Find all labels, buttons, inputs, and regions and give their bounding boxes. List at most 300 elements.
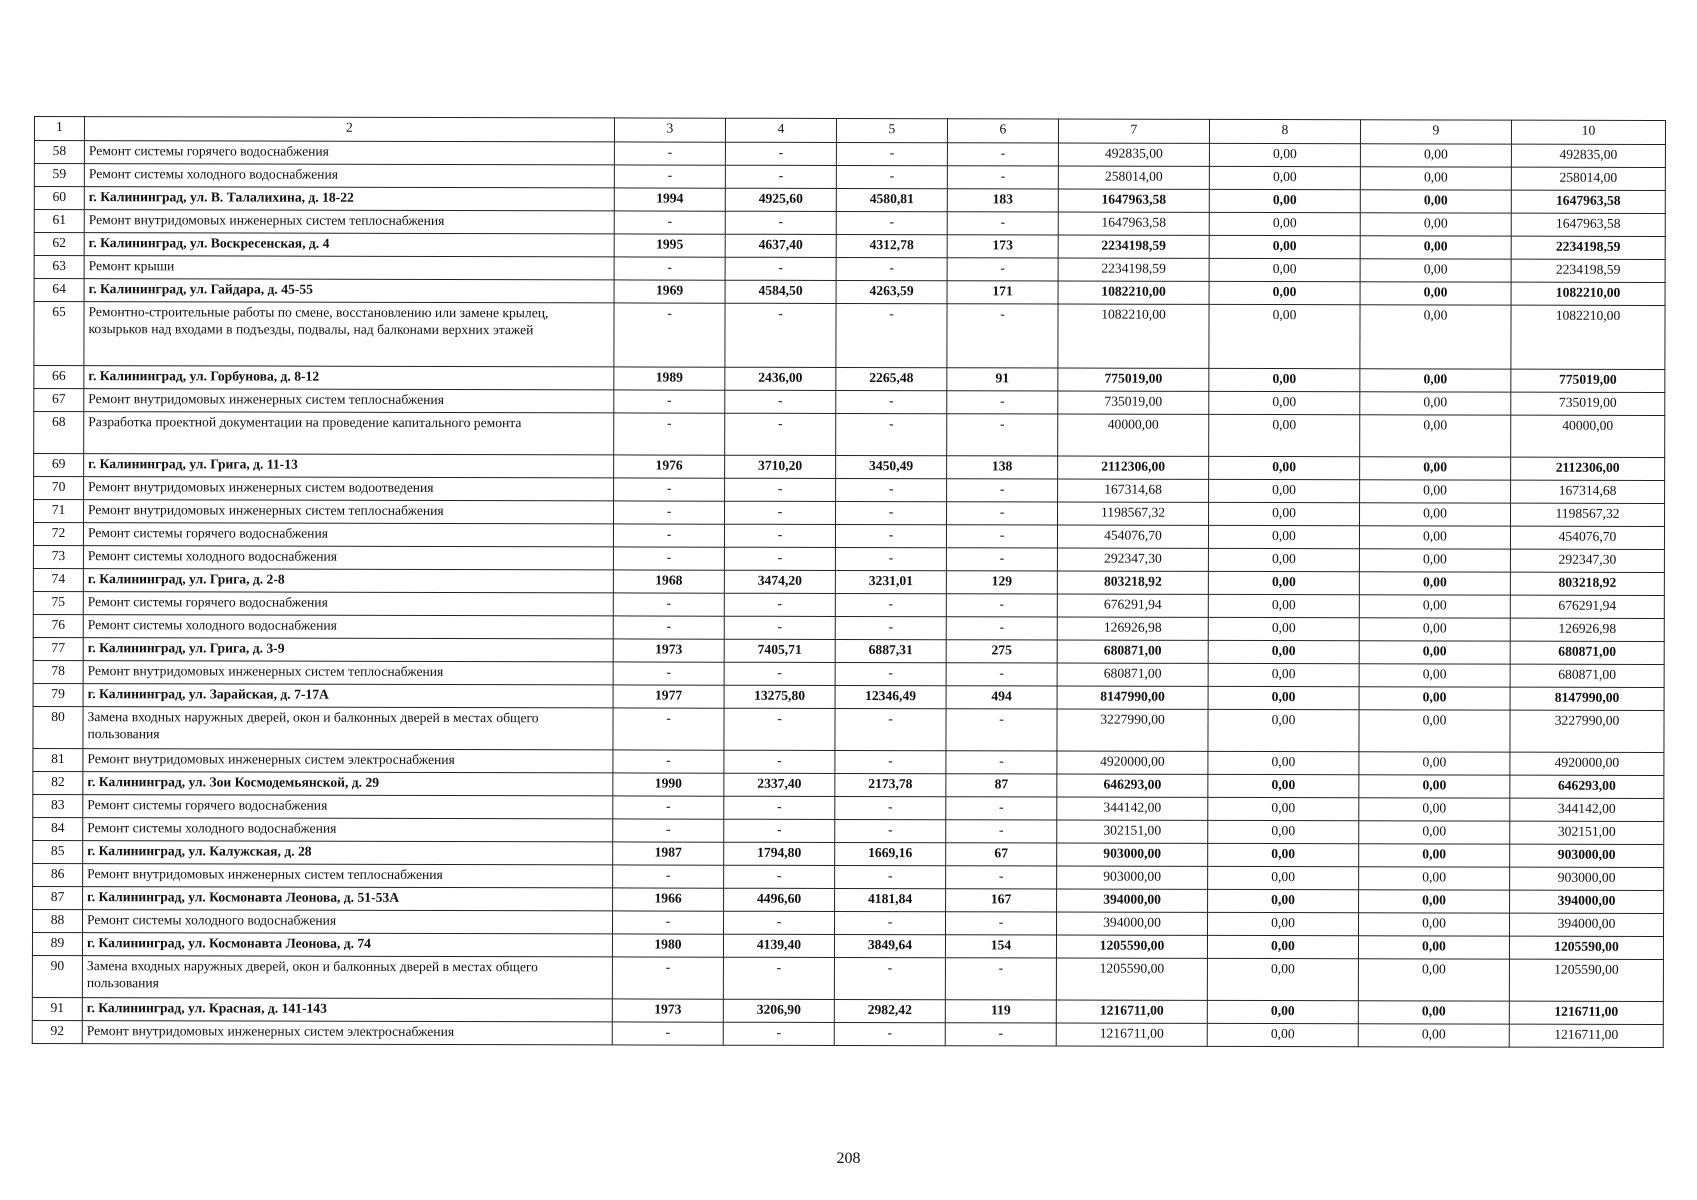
row-name-cell: г. Калининград, ул. Воскресенская, д. 4 xyxy=(84,233,614,257)
federal-funds-cell: 0,00 xyxy=(1208,866,1359,889)
build-year-cell: - xyxy=(614,501,725,524)
build-year-cell: - xyxy=(614,413,725,455)
federal-funds-cell: 0,00 xyxy=(1209,143,1360,166)
row-name-cell: Ремонт системы горячего водоснабжения xyxy=(83,795,613,819)
total-area-cell: - xyxy=(724,911,835,934)
regional-funds-cell: 0,00 xyxy=(1360,213,1511,236)
regional-funds-cell: 0,00 xyxy=(1360,282,1511,305)
owner-funds-cell: 8147990,00 xyxy=(1510,687,1664,710)
owner-funds-cell: 344142,00 xyxy=(1510,798,1664,821)
owner-funds-cell: 454076,70 xyxy=(1510,526,1664,549)
living-area-cell: - xyxy=(835,524,946,547)
regional-funds-cell: 0,00 xyxy=(1359,821,1510,844)
living-area-cell: 3231,01 xyxy=(835,570,946,593)
total-cost-cell: 344142,00 xyxy=(1057,797,1208,820)
living-area-cell: - xyxy=(835,547,946,570)
federal-funds-cell: 0,00 xyxy=(1209,414,1360,456)
residents-cell: - xyxy=(946,525,1057,548)
federal-funds-cell: 0,00 xyxy=(1209,456,1360,479)
row-number-cell: 60 xyxy=(34,187,84,210)
total-cost-cell: 2234198,59 xyxy=(1058,235,1209,258)
regional-funds-cell: 0,00 xyxy=(1360,415,1511,457)
total-area-cell: - xyxy=(725,501,836,524)
federal-funds-cell: 0,00 xyxy=(1209,189,1360,212)
federal-funds-cell: 0,00 xyxy=(1208,751,1359,774)
living-area-cell: - xyxy=(836,142,947,165)
build-year-cell: - xyxy=(614,478,725,501)
col-header-3: 3 xyxy=(614,118,725,142)
residents-cell: 183 xyxy=(947,189,1058,212)
row-number-cell: 70 xyxy=(34,477,84,500)
residents-cell: 67 xyxy=(946,843,1057,866)
residents-cell: - xyxy=(947,502,1058,525)
total-cost-cell: 3227990,00 xyxy=(1057,709,1208,751)
federal-funds-cell: 0,00 xyxy=(1209,212,1360,235)
build-year-cell: - xyxy=(614,390,725,413)
build-year-cell: - xyxy=(612,957,723,999)
total-cost-cell: 1216711,00 xyxy=(1056,1000,1207,1023)
federal-funds-cell: 0,00 xyxy=(1208,525,1359,548)
federal-funds-cell: 0,00 xyxy=(1209,304,1360,368)
living-area-cell: 3450,49 xyxy=(836,455,947,478)
row-name-cell: г. Калининград, ул. Калужская, д. 28 xyxy=(83,841,613,865)
living-area-cell: - xyxy=(835,662,946,685)
residents-cell: - xyxy=(946,797,1057,820)
build-year-cell: 1976 xyxy=(614,455,725,478)
build-year-cell: 1966 xyxy=(613,888,724,911)
owner-funds-cell: 1647963,58 xyxy=(1511,190,1665,213)
build-year-cell: 1994 xyxy=(614,188,725,211)
row-name-cell: г. Калининград, ул. Грига, д. 3-9 xyxy=(83,638,613,662)
total-area-cell: - xyxy=(725,478,836,501)
living-area-cell: - xyxy=(835,616,946,639)
living-area-cell: - xyxy=(836,257,947,280)
owner-funds-cell: 2234198,59 xyxy=(1511,236,1665,259)
row-name-cell: г. Калининград, ул. Космонавта Леонова, д. 51-53А xyxy=(83,887,613,911)
build-year-cell: - xyxy=(614,165,725,188)
total-cost-cell: 302151,00 xyxy=(1057,820,1208,843)
row-name-cell: Ремонт системы холодного водоснабжения xyxy=(83,818,613,842)
row-number-cell: 76 xyxy=(33,614,83,637)
total-area-cell: - xyxy=(725,165,836,188)
residents-cell: - xyxy=(946,617,1057,640)
col-header-4: 4 xyxy=(725,118,836,142)
federal-funds-cell: 0,00 xyxy=(1208,640,1359,663)
living-area-cell: 2265,48 xyxy=(836,367,947,390)
residents-cell: - xyxy=(946,912,1057,935)
row-name-cell: Ремонт внутридомовых инженерных систем теплоснабжения xyxy=(83,864,613,888)
row-number-cell: 87 xyxy=(33,886,83,909)
row-number-cell: 59 xyxy=(34,164,84,187)
row-name-cell: Ремонт внутридомовых инженерных систем теплоснабжения xyxy=(83,661,613,685)
regional-funds-cell: 0,00 xyxy=(1360,167,1511,190)
owner-funds-cell: 903000,00 xyxy=(1510,867,1664,890)
row-number-cell: 83 xyxy=(33,794,83,817)
total-area-cell: 2436,00 xyxy=(725,367,836,390)
row-name-cell: Ремонт системы горячего водоснабжения xyxy=(83,592,613,616)
total-area-cell: 1794,80 xyxy=(724,842,835,865)
regional-funds-cell: 0,00 xyxy=(1359,595,1510,618)
table-row xyxy=(32,1020,1663,1047)
regional-funds-cell: 0,00 xyxy=(1359,752,1510,775)
total-cost-cell: 680871,00 xyxy=(1057,663,1208,686)
total-area-cell: 3710,20 xyxy=(725,455,836,478)
regional-funds-cell: 0,00 xyxy=(1360,236,1511,259)
living-area-cell: - xyxy=(836,413,947,455)
col-header-7: 7 xyxy=(1058,119,1209,143)
total-area-cell: - xyxy=(724,593,835,616)
living-area-cell: - xyxy=(836,478,947,501)
residents-cell: - xyxy=(946,663,1057,686)
federal-funds-cell: 0,00 xyxy=(1208,774,1359,797)
row-number-cell: 90 xyxy=(32,955,82,997)
row-number-cell: 73 xyxy=(33,545,83,568)
residents-cell: - xyxy=(946,751,1057,774)
build-year-cell: - xyxy=(613,662,724,685)
regional-funds-cell: 0,00 xyxy=(1359,890,1510,913)
regional-funds-cell: 0,00 xyxy=(1359,664,1510,687)
total-area-cell: 4584,50 xyxy=(725,280,836,303)
row-number-cell: 58 xyxy=(34,141,84,164)
residents-cell: - xyxy=(946,709,1057,751)
living-area-cell: - xyxy=(836,165,947,188)
total-area-cell: - xyxy=(724,796,835,819)
regional-funds-cell: 0,00 xyxy=(1359,549,1510,572)
owner-funds-cell: 646293,00 xyxy=(1510,775,1664,798)
row-name-cell: Разработка проектной документации на проведение капитального ремонта xyxy=(84,412,614,455)
owner-funds-cell: 1205590,00 xyxy=(1509,936,1663,959)
build-year-cell: 1980 xyxy=(612,934,723,957)
living-area-cell: - xyxy=(835,865,946,888)
regional-funds-cell: 0,00 xyxy=(1359,572,1510,595)
col-header-10: 10 xyxy=(1511,120,1665,144)
living-area-cell: - xyxy=(835,911,946,934)
total-cost-cell: 167314,68 xyxy=(1058,479,1209,502)
living-area-cell: 4263,59 xyxy=(836,280,947,303)
col-header-5: 5 xyxy=(836,118,947,142)
build-year-cell: - xyxy=(613,819,724,842)
row-name-cell: г. Калининград, ул. Зарайская, д. 7-17А xyxy=(83,684,613,708)
total-area-cell: 4637,40 xyxy=(725,234,836,257)
total-area-cell: 4925,60 xyxy=(725,188,836,211)
total-cost-cell: 1082210,00 xyxy=(1058,281,1209,304)
row-number-cell: 63 xyxy=(34,256,84,279)
row-number-cell: 79 xyxy=(33,683,83,706)
residents-cell: 171 xyxy=(947,281,1058,304)
row-number-cell: 64 xyxy=(34,279,84,302)
total-cost-cell: 1216711,00 xyxy=(1056,1023,1207,1046)
total-cost-cell: 2112306,00 xyxy=(1058,456,1209,479)
row-name-cell: Ремонт внутридомовых инженерных систем водоотведения xyxy=(84,477,614,501)
table-row xyxy=(34,302,1665,370)
residents-cell: - xyxy=(947,414,1058,456)
row-name-cell: г. Калининград, ул. Зои Космодемьянской, д. 29 xyxy=(83,772,613,796)
regional-funds-cell: 0,00 xyxy=(1360,190,1511,213)
federal-funds-cell: 0,00 xyxy=(1208,797,1359,820)
residents-cell: 275 xyxy=(946,640,1057,663)
row-name-cell: Ремонт системы холодного водоснабжения xyxy=(83,910,613,934)
row-name-cell: г. Калининград, ул. Космонавта Леонова, д. 74 xyxy=(82,933,612,957)
residents-cell: - xyxy=(947,391,1058,414)
col-header-6: 6 xyxy=(947,119,1058,143)
residents-cell: - xyxy=(946,594,1057,617)
total-area-cell: 4139,40 xyxy=(723,934,834,957)
owner-funds-cell: 167314,68 xyxy=(1511,480,1665,503)
row-name-cell: Ремонт крыши xyxy=(84,256,614,280)
owner-funds-cell: 40000,00 xyxy=(1511,415,1665,457)
federal-funds-cell: 0,00 xyxy=(1209,479,1360,502)
regional-funds-cell: 0,00 xyxy=(1359,844,1510,867)
residents-cell: 91 xyxy=(947,368,1058,391)
total-cost-cell: 903000,00 xyxy=(1057,866,1208,889)
residents-cell: 119 xyxy=(945,1000,1056,1023)
regional-funds-cell: 0,00 xyxy=(1359,913,1510,936)
table-row xyxy=(32,955,1663,1001)
living-area-cell: - xyxy=(836,303,947,367)
row-number-cell: 92 xyxy=(32,1020,82,1043)
row-number-cell: 86 xyxy=(33,863,83,886)
federal-funds-cell: 0,00 xyxy=(1208,709,1359,751)
federal-funds-cell: 0,00 xyxy=(1209,502,1360,525)
living-area-cell: - xyxy=(835,819,946,842)
build-year-cell: - xyxy=(614,142,725,165)
federal-funds-cell: 0,00 xyxy=(1208,548,1359,571)
row-name-cell: г. Калининград, ул. Грига, д. 11-13 xyxy=(84,454,614,478)
federal-funds-cell: 0,00 xyxy=(1208,617,1359,640)
total-area-cell: 7405,71 xyxy=(724,639,835,662)
total-area-cell: - xyxy=(725,413,836,455)
build-year-cell: 1973 xyxy=(612,999,723,1022)
row-name-cell: г. Калининград, ул. В. Талалихина, д. 18-22 xyxy=(84,187,614,211)
row-number-cell: 77 xyxy=(33,637,83,660)
total-area-cell: - xyxy=(724,616,835,639)
regional-funds-cell: 0,00 xyxy=(1360,144,1511,167)
owner-funds-cell: 803218,92 xyxy=(1510,572,1664,595)
residents-cell: - xyxy=(946,820,1057,843)
owner-funds-cell: 258014,00 xyxy=(1511,167,1665,190)
regional-funds-cell: 0,00 xyxy=(1358,1001,1509,1024)
owner-funds-cell: 1205590,00 xyxy=(1509,959,1663,1001)
total-area-cell: - xyxy=(724,819,835,842)
total-cost-cell: 292347,30 xyxy=(1057,548,1208,571)
residents-cell: - xyxy=(947,304,1058,368)
row-number-cell: 85 xyxy=(33,840,83,863)
residents-cell: - xyxy=(946,866,1057,889)
build-year-cell: - xyxy=(613,750,724,773)
residents-cell: 138 xyxy=(947,456,1058,479)
row-number-cell: 91 xyxy=(32,997,82,1020)
owner-funds-cell: 680871,00 xyxy=(1510,664,1664,687)
regional-funds-cell: 0,00 xyxy=(1359,775,1510,798)
regional-funds-cell: 0,00 xyxy=(1359,867,1510,890)
federal-funds-cell: 0,00 xyxy=(1209,166,1360,189)
owner-funds-cell: 126926,98 xyxy=(1510,618,1664,641)
program-table xyxy=(32,116,1666,1048)
row-number-cell: 81 xyxy=(33,748,83,771)
regional-funds-cell: 0,00 xyxy=(1359,641,1510,664)
owner-funds-cell: 394000,00 xyxy=(1510,913,1664,936)
total-area-cell: - xyxy=(725,390,836,413)
owner-funds-cell: 1647963,58 xyxy=(1511,213,1665,236)
federal-funds-cell: 0,00 xyxy=(1208,912,1359,935)
row-name-cell: Ремонт внутридомовых инженерных систем теплоснабжения xyxy=(84,389,614,413)
total-cost-cell: 258014,00 xyxy=(1058,166,1209,189)
build-year-cell: 1995 xyxy=(614,234,725,257)
owner-funds-cell: 680871,00 xyxy=(1510,641,1664,664)
row-number-cell: 65 xyxy=(34,302,84,366)
residents-cell: 173 xyxy=(947,235,1058,258)
owner-funds-cell: 2234198,59 xyxy=(1511,259,1665,282)
page-number: 208 xyxy=(836,1150,861,1167)
row-name-cell: Ремонт системы горячего водоснабжения xyxy=(84,141,614,165)
row-number-cell: 67 xyxy=(34,389,84,412)
owner-funds-cell: 1082210,00 xyxy=(1511,282,1665,305)
row-name-cell: Ремонтно-строительные работы по смене, восстановлению или замене крылец, козырьков над входами в подъезды, подвалы, над балконами верхних этажей xyxy=(84,302,614,367)
build-year-cell: - xyxy=(614,211,725,234)
build-year-cell: - xyxy=(613,524,724,547)
build-year-cell: - xyxy=(613,865,724,888)
federal-funds-cell: 0,00 xyxy=(1209,368,1360,391)
row-number-cell: 75 xyxy=(33,591,83,614)
total-area-cell: 13275,80 xyxy=(724,685,835,708)
row-name-cell: Замена входных наружных дверей, окон и балконных дверей в местах общего пользования xyxy=(82,956,612,999)
total-cost-cell: 676291,94 xyxy=(1057,594,1208,617)
owner-funds-cell: 292347,30 xyxy=(1510,549,1664,572)
total-cost-cell: 394000,00 xyxy=(1057,912,1208,935)
row-name-cell: г. Калининград, ул. Красная, д. 141-143 xyxy=(82,998,612,1022)
row-number-cell: 71 xyxy=(34,500,84,523)
row-name-cell: Ремонт системы холодного водоснабжения xyxy=(83,546,613,570)
regional-funds-cell: 0,00 xyxy=(1360,457,1511,480)
living-area-cell: 1669,16 xyxy=(835,842,946,865)
living-area-cell: - xyxy=(836,211,947,234)
total-area-cell: 2337,40 xyxy=(724,773,835,796)
row-number-cell: 78 xyxy=(33,660,83,683)
row-name-cell: Ремонт системы холодного водоснабжения xyxy=(84,164,614,188)
build-year-cell: 1969 xyxy=(614,280,725,303)
build-year-cell: 1987 xyxy=(613,842,724,865)
living-area-cell: - xyxy=(835,750,946,773)
regional-funds-cell: 0,00 xyxy=(1358,959,1509,1001)
owner-funds-cell: 492835,00 xyxy=(1511,144,1665,167)
row-number-cell: 89 xyxy=(32,932,82,955)
owner-funds-cell: 1082210,00 xyxy=(1511,305,1665,369)
row-number-cell: 69 xyxy=(34,454,84,477)
owner-funds-cell: 302151,00 xyxy=(1510,821,1664,844)
living-area-cell: 4312,78 xyxy=(836,234,947,257)
build-year-cell: - xyxy=(614,257,725,280)
residents-cell: 494 xyxy=(946,686,1057,709)
build-year-cell: 1977 xyxy=(613,685,724,708)
living-area-cell: - xyxy=(836,501,947,524)
residents-cell: - xyxy=(947,258,1058,281)
owner-funds-cell: 3227990,00 xyxy=(1510,710,1664,752)
build-year-cell: - xyxy=(613,796,724,819)
total-cost-cell: 2234198,59 xyxy=(1058,258,1209,281)
row-number-cell: 80 xyxy=(33,706,83,748)
federal-funds-cell: 0,00 xyxy=(1208,571,1359,594)
living-area-cell: 4580,81 xyxy=(836,188,947,211)
regional-funds-cell: 0,00 xyxy=(1359,687,1510,710)
living-area-cell: 3849,64 xyxy=(834,934,945,957)
row-number-cell: 82 xyxy=(33,771,83,794)
total-area-cell: 3206,90 xyxy=(723,999,834,1022)
build-year-cell: - xyxy=(613,547,724,570)
row-name-cell: Ремонт внутридомовых инженерных систем теплоснабжения xyxy=(84,500,614,524)
total-cost-cell: 394000,00 xyxy=(1057,889,1208,912)
total-cost-cell: 1647963,58 xyxy=(1058,189,1209,212)
living-area-cell: 2982,42 xyxy=(834,999,945,1022)
residents-cell: 87 xyxy=(946,774,1057,797)
total-area-cell: - xyxy=(724,750,835,773)
federal-funds-cell: 0,00 xyxy=(1207,1023,1358,1046)
row-name-cell: г. Калининград, ул. Гайдара, д. 45-55 xyxy=(84,279,614,303)
residents-cell: 167 xyxy=(946,889,1057,912)
col-header-9: 9 xyxy=(1360,120,1511,144)
total-cost-cell: 903000,00 xyxy=(1057,843,1208,866)
living-area-cell: - xyxy=(835,796,946,819)
residents-cell: 129 xyxy=(946,571,1057,594)
total-area-cell: - xyxy=(723,957,834,999)
owner-funds-cell: 903000,00 xyxy=(1510,844,1664,867)
row-name-cell: Ремонт внутридомовых инженерных систем электроснабжения xyxy=(83,749,613,773)
regional-funds-cell: 0,00 xyxy=(1360,305,1511,369)
total-area-cell: - xyxy=(725,211,836,234)
row-name-cell: г. Калининград, ул. Горбунова, д. 8-12 xyxy=(84,366,614,390)
owner-funds-cell: 676291,94 xyxy=(1510,595,1664,618)
total-area-cell: 4496,60 xyxy=(724,888,835,911)
owner-funds-cell: 2112306,00 xyxy=(1511,457,1665,480)
row-name-cell: Замена входных наружных дверей, окон и балконных дверей в местах общего пользования xyxy=(83,707,613,750)
row-number-cell: 88 xyxy=(33,909,83,932)
build-year-cell: 1973 xyxy=(613,639,724,662)
federal-funds-cell: 0,00 xyxy=(1208,889,1359,912)
total-cost-cell: 1205590,00 xyxy=(1056,958,1207,1000)
row-name-cell: Ремонт системы горячего водоснабжения xyxy=(83,523,613,547)
total-cost-cell: 4920000,00 xyxy=(1057,751,1208,774)
total-area-cell: - xyxy=(724,865,835,888)
col-header-2: 2 xyxy=(84,117,614,142)
total-cost-cell: 1082210,00 xyxy=(1058,304,1209,368)
row-name-cell: Ремонт внутридомовых инженерных систем электроснабжения xyxy=(82,1021,612,1045)
total-area-cell: - xyxy=(725,303,836,367)
living-area-cell: - xyxy=(835,708,946,750)
total-cost-cell: 1198567,32 xyxy=(1058,502,1209,525)
row-number-cell: 72 xyxy=(33,523,83,546)
col-header-8: 8 xyxy=(1209,119,1360,143)
living-area-cell: 12346,49 xyxy=(835,685,946,708)
federal-funds-cell: 0,00 xyxy=(1209,258,1360,281)
owner-funds-cell: 1216711,00 xyxy=(1509,1001,1663,1024)
regional-funds-cell: 0,00 xyxy=(1360,259,1511,282)
build-year-cell: - xyxy=(614,303,725,367)
federal-funds-cell: 0,00 xyxy=(1208,843,1359,866)
owner-funds-cell: 1198567,32 xyxy=(1511,503,1665,526)
col-header-1: 1 xyxy=(34,117,84,141)
living-area-cell: - xyxy=(834,1022,945,1045)
total-area-cell: - xyxy=(724,524,835,547)
total-cost-cell: 1647963,58 xyxy=(1058,212,1209,235)
row-number-cell: 66 xyxy=(34,366,84,389)
federal-funds-cell: 0,00 xyxy=(1208,594,1359,617)
row-number-cell: 61 xyxy=(34,210,84,233)
living-area-cell: 2173,78 xyxy=(835,773,946,796)
table-body xyxy=(32,117,1665,1048)
row-name-cell: г. Калининград, ул. Грига, д. 2-8 xyxy=(83,569,613,593)
build-year-cell: 1990 xyxy=(613,773,724,796)
table-row xyxy=(34,412,1665,458)
total-cost-cell: 40000,00 xyxy=(1058,414,1209,456)
